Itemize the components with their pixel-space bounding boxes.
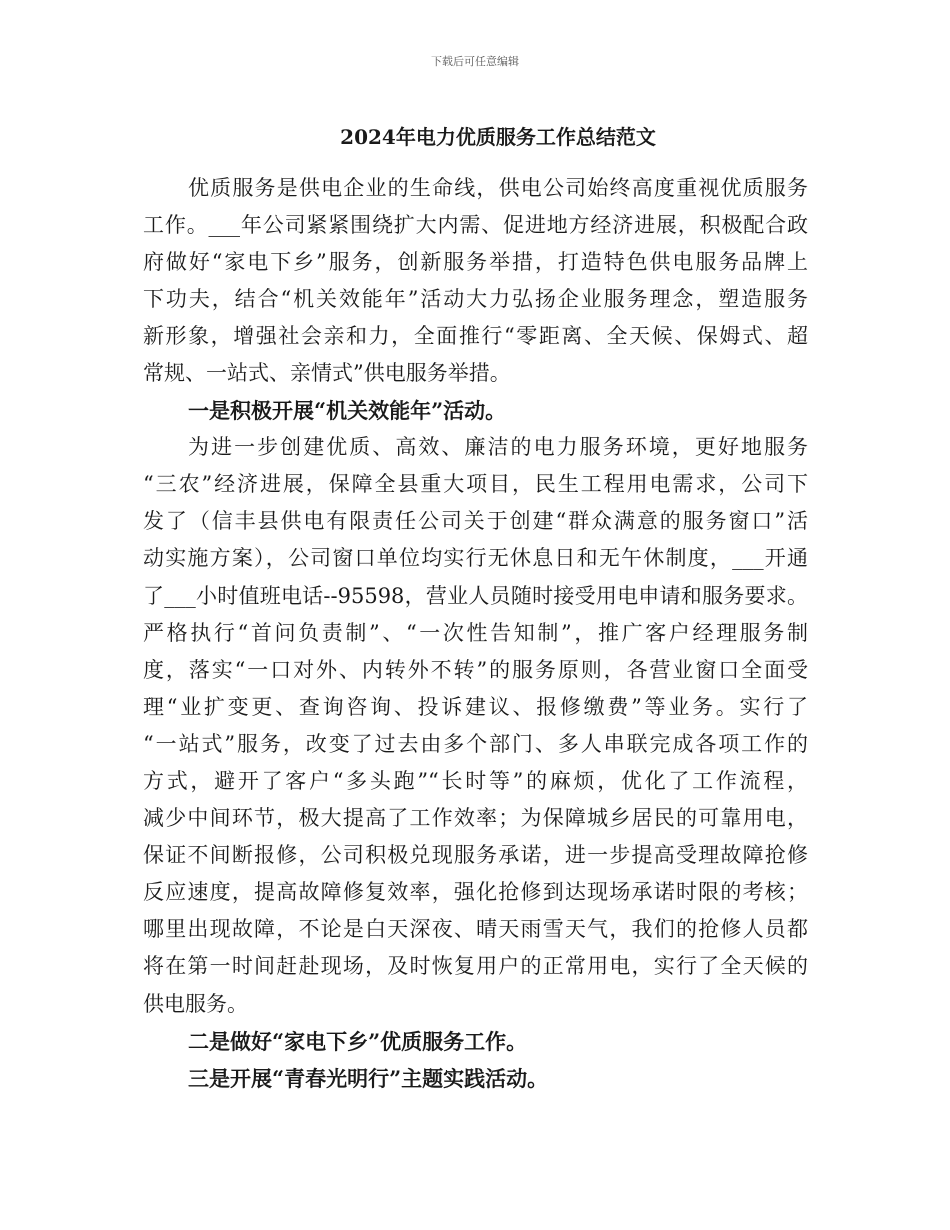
paragraph-line: 工作。___年公司紧紧围绕扩大内需、促进地方经济进展，积极配合政: [143, 212, 808, 237]
paragraph-line: 新形象，增强社会亲和力，全面推行“零距离、全天候、保姆式、超: [143, 323, 808, 348]
paragraph-line: 反应速度，提高故障修复效率，强化抢修到达现场承诺时限的考核；: [143, 880, 808, 905]
paragraph-line: 减少中间环节，极大提高了工作效率；为保障城乡居民的可靠用电，: [143, 806, 808, 831]
document-body: [143, 170, 808, 1097]
paragraph-line: 理“业扩变更、查询咨询、投诉建议、报修缴费”等业务。实行了: [143, 694, 808, 719]
intro-paragraph: [143, 170, 808, 393]
paragraph-line: 下功夫，结合“机关效能年”活动大力弘扬企业服务理念，塑造服务: [143, 286, 808, 311]
section-heading-3: 三是开展“青春光明行”主题实践活动。: [188, 1065, 549, 1091]
paragraph-line: 将在第一时间赶赴现场，及时恢复用户的正常用电，实行了全天候的: [143, 954, 808, 979]
section-heading-1: 一是积极开展“机关效能年”活动。: [188, 398, 507, 424]
paragraph-line: “一站式”服务，改变了过去由多个部门、多人串联完成各项工作的: [143, 731, 808, 756]
paragraph-line: 优质服务是供电企业的生命线，供电公司始终高度重视优质服务: [188, 175, 808, 200]
page-header-note: 下载后可任意编辑: [431, 55, 519, 68]
paragraph-line: 为进一步创建优质、高效、廉洁的电力服务环境，更好地服务: [188, 435, 808, 460]
section-heading-2: 二是做好“家电下乡”优质服务工作。: [188, 1028, 528, 1054]
paragraph-line: 动实施方案），公司窗口单位均实行无休息日和无午休制度，___开通: [143, 546, 808, 571]
paragraph-line: 保证不间断报修，公司积极兑现服务承诺，进一步提高受理故障抢修: [143, 843, 808, 868]
paragraph-line: 发了（信丰县供电有限责任公司关于创建“群众满意的服务窗口”活: [143, 509, 808, 534]
paragraph-line: 供电服务。: [143, 991, 248, 1016]
paragraph-line: 方式，避开了客户“多头跑”“长时等”的麻烦，优化了工作流程，: [143, 769, 808, 793]
section-1-paragraph: [143, 429, 808, 1023]
paragraph-line: 哪里出现故障，不论是白天深夜、晴天雨雪天气，我们的抢修人员都: [143, 917, 808, 942]
paragraph-line: 了___小时值班电话--95598，营业人员随时接受用电申请和服务要求。: [143, 583, 808, 608]
document-title: 2024年电力优质服务工作总结范文: [340, 125, 656, 149]
paragraph-line: 严格执行“首问负责制”、“一次性告知制”，推广客户经理服务制: [143, 620, 808, 645]
paragraph-line: 府做好“家电下乡”服务，创新服务举措，打造特色供电服务品牌上: [143, 249, 808, 274]
paragraph-line: 度，落实“一口对外、内转外不转”的服务原则，各营业窗口全面受: [143, 657, 808, 682]
paragraph-line: 常规、一站式、亲情式”供电服务举措。: [143, 360, 511, 385]
paragraph-line: “三农”经济进展，保障全县重大项目，民生工程用电需求，公司下: [143, 472, 808, 497]
